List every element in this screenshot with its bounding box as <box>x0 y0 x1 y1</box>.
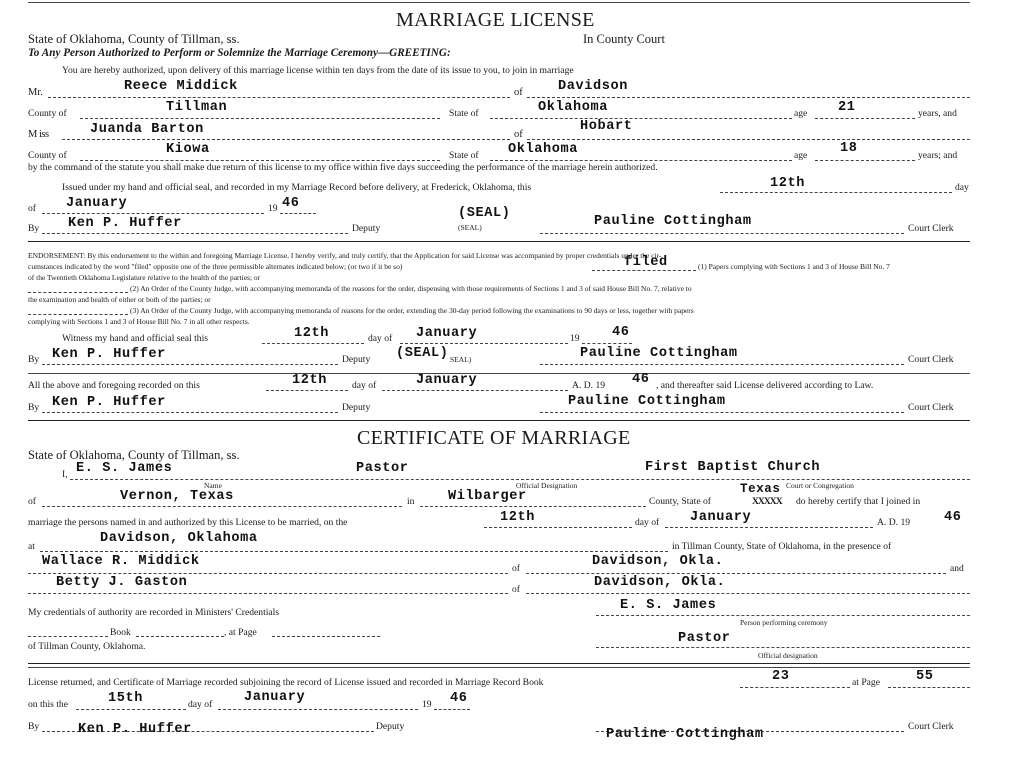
witness2-city-line <box>526 593 970 594</box>
credentials-text: My credentials of authority are recorded in Ministers' Credentials <box>28 607 280 618</box>
section-divider <box>28 373 970 374</box>
label-of: of <box>512 584 520 595</box>
endorsement-para-2: cumstances indicated by the word "filed" opposite one of the three permissible alternates indicated below; (or two if it be so) <box>28 262 403 271</box>
return-clerk-name: Pauline Cottingham <box>606 727 764 742</box>
returned-text: License returned, and Certificate of Marriage recorded subjoining the record of License issued and recorded in Marriage Record Book <box>28 677 544 688</box>
endorsement-alt-2: (2) An Order of the County Judge, with accompanying memoranda of the reasons for the order, dispensing with those requirements of Sections 1 and 3 of said House Bill No. 7, relative to <box>130 284 692 293</box>
label-19: 19 <box>422 699 432 710</box>
issued-year: 46 <box>282 196 300 211</box>
deputy-name: Ken P. Huffer <box>68 216 182 231</box>
sig-title-line <box>596 647 970 648</box>
endorsement-deputy-name: Ken P. Huffer <box>52 347 166 362</box>
label-years-and-2: years; and <box>918 150 958 161</box>
book-no: 23 <box>772 669 790 684</box>
license-title: MARRIAGE LICENSE <box>396 9 595 31</box>
married-place-line <box>40 551 668 552</box>
recorded-deputy-line <box>42 412 338 413</box>
return-day-line <box>76 709 186 710</box>
bride-name-line <box>62 139 510 140</box>
church-name: First Baptist Church <box>645 460 821 475</box>
page-line <box>272 636 380 637</box>
officiant-county: Wilbarger <box>448 489 527 504</box>
witness-month: January <box>416 326 478 341</box>
bride-county: Kiowa <box>166 142 210 157</box>
married-month-line <box>665 527 873 528</box>
witness2-name: Betty J. Gaston <box>56 575 188 590</box>
tillman-text: of Tillman County, Oklahoma. <box>28 641 146 652</box>
label-court-or-congregation: Court or Congregation <box>786 481 854 490</box>
return-year: 46 <box>450 691 468 706</box>
recorded-month-line <box>382 390 568 391</box>
return-month: January <box>244 690 306 705</box>
bride-city-line <box>527 139 970 140</box>
return-year-line <box>434 709 470 710</box>
section-divider <box>28 667 970 668</box>
label-by: By <box>28 354 40 365</box>
groom-age-line <box>815 118 915 119</box>
seal-printed: (SEAL) <box>458 223 482 232</box>
endorsement-alt-1: (1) Papers complying with Sections 1 and 3 of House Bill No. 7 <box>698 262 890 271</box>
label-day-of: day of <box>368 333 393 344</box>
married-year: 46 <box>944 510 962 525</box>
label-mr: Mr. <box>28 87 43 98</box>
label-name: Name <box>204 481 222 490</box>
endorsement-para-4: the examination and health of either or both of the parties; or <box>28 295 211 304</box>
bride-age: 18 <box>840 141 858 156</box>
groom-county: Tillman <box>166 100 228 115</box>
deputy-line <box>42 233 348 234</box>
label-19: 19 <box>268 203 278 214</box>
license-command-text: by the command of the statute you shall make due return of this license to my office within five days succeeding the performance of the marriage herein authorized. <box>28 162 658 173</box>
book-page-gap-line <box>136 636 224 637</box>
witness1-name: Wallace R. Middick <box>42 554 200 569</box>
officiant-line <box>70 479 970 480</box>
label-court-clerk: Court Clerk <box>908 721 954 732</box>
filed-line <box>592 270 696 271</box>
label-county-of: County of <box>28 150 67 161</box>
label-and: and <box>950 563 964 574</box>
page-no: 55 <box>916 669 934 684</box>
label-book: Book <box>110 627 131 638</box>
alt3-line <box>28 314 128 315</box>
label-in: in <box>407 496 415 507</box>
married-place: Davidson, Oklahoma <box>100 531 258 546</box>
book-line <box>28 636 108 637</box>
sig-name-line <box>596 615 970 616</box>
state-typed: Texas <box>740 482 781 496</box>
label-official-designation-2: Official designation <box>758 651 818 660</box>
license-state-line: State of Oklahoma, County of Tillman, ss. <box>28 32 240 46</box>
groom-name: Reece Middick <box>124 79 238 94</box>
endorsement-para-3: of the Twentieth Oklahoma Legislature relative to the health of the parties; or <box>28 273 261 282</box>
label-at: at <box>28 541 35 552</box>
label-court-clerk: Court Clerk <box>908 354 954 365</box>
label-state-of: State of <box>449 150 479 161</box>
label-at-page: at Page <box>852 677 880 688</box>
label-deputy: Deputy <box>342 354 371 365</box>
label-court-clerk: Court Clerk <box>908 223 954 234</box>
officiant-name: E. S. James <box>76 461 173 476</box>
recorded-clerk-line <box>540 412 904 413</box>
groom-city-line <box>527 97 970 98</box>
bride-state-line <box>490 160 792 161</box>
recorded-month: January <box>416 373 478 388</box>
clerk-name: Pauline Cottingham <box>594 214 752 229</box>
license-issued-text: Issued under my hand and official seal, and recorded in my Marriage Record before delivery, at Frederick, Oklahoma, this <box>62 182 532 193</box>
presence-text: in Tillman County, State of Oklahoma, in the presence of <box>672 541 892 552</box>
top-rule <box>28 2 970 3</box>
label-i: I, <box>62 469 68 480</box>
label-deputy: Deputy <box>376 721 405 732</box>
witness-year-line <box>582 343 632 344</box>
witness2-city: Davidson, Okla. <box>594 575 726 590</box>
issued-month: January <box>66 196 128 211</box>
bride-state: Oklahoma <box>508 142 579 157</box>
label-day-of: day of <box>188 699 213 710</box>
filed-word: filed <box>624 255 668 270</box>
endorsement-clerk-name: Pauline Cottingham <box>580 346 738 361</box>
recorded-year: 46 <box>632 372 650 387</box>
return-month-line <box>218 709 418 710</box>
issued-month-line <box>42 213 264 214</box>
endorsement-para-5: complying with Sections 1 and 3 of House Bill No. 7 in all other respects. <box>28 317 250 326</box>
officiant-city-line <box>42 506 402 507</box>
label-day-of: day of <box>352 380 377 391</box>
label-of: of <box>514 87 523 98</box>
recorded-day: 12th <box>292 373 328 388</box>
label-on-this-the: on this the <box>28 699 68 710</box>
label-age: age <box>794 150 808 161</box>
officiant-county-line <box>420 506 646 507</box>
label-day: day <box>955 182 969 193</box>
label-by: By <box>28 223 40 234</box>
endorsement-seal-typed: (SEAL) <box>396 346 449 361</box>
label-age: age <box>794 108 808 119</box>
bride-name: Juanda Barton <box>90 122 204 137</box>
label-19: 19 <box>570 333 580 344</box>
endorsement-seal-printed: SEAL) <box>450 355 472 364</box>
sig-title: Pastor <box>678 631 731 646</box>
label-at-page: , at Page <box>224 627 257 638</box>
label-by: By <box>28 721 40 732</box>
groom-city: Davidson <box>558 79 629 94</box>
certify-text: do hereby certify that I joined in <box>796 496 921 507</box>
label-court-clerk: Court Clerk <box>908 402 954 413</box>
recorded-clerk-name: Pauline Cottingham <box>568 394 726 409</box>
license-court: In County Court <box>583 32 665 46</box>
alt2-line <box>28 292 128 293</box>
bride-city: Hobart <box>580 119 633 134</box>
license-authorize-text: You are hereby authorized, upon delivery of this marriage license within ten days from the date of its issue to you, to join in marriage <box>62 65 574 76</box>
certificate-state-line: State of Oklahoma, County of Tillman, ss. <box>28 448 240 462</box>
label-of: of <box>512 563 520 574</box>
bride-county-line <box>80 160 440 161</box>
label-years-and: years, and <box>918 108 957 119</box>
groom-state: Oklahoma <box>538 100 609 115</box>
label-of: of <box>28 496 36 507</box>
label-state-of: State of <box>449 108 479 119</box>
seal-typed: (SEAL) <box>458 206 511 221</box>
label-official-designation: Official Designation <box>516 481 578 490</box>
groom-age: 21 <box>838 100 856 115</box>
endorsement-para-1: ENDORSEMENT: By this endorsement to the within and foregoing Marriage License, I hereby verify, and truly certify, that the Application for said License was accompanied by proper credentials under the cir- <box>28 251 662 260</box>
bride-age-line <box>815 160 915 161</box>
label-miss: M iss <box>28 129 49 140</box>
label-person-performing: Person performing ceremony <box>740 618 828 627</box>
section-divider <box>28 241 970 242</box>
witness-month-line <box>400 343 568 344</box>
groom-name-line <box>48 97 510 98</box>
issued-day-line <box>720 192 952 193</box>
married-day: 12th <box>500 510 536 525</box>
witness-day: 12th <box>294 326 330 341</box>
endorsement-deputy-line <box>42 364 338 365</box>
label-day-of: day of <box>635 517 660 528</box>
label-deputy: Deputy <box>342 402 371 413</box>
certificate-title: CERTIFICATE OF MARRIAGE <box>357 427 631 449</box>
label-ad-19: A. D. 19 <box>877 517 911 528</box>
married-day-line <box>484 527 632 528</box>
groom-state-line <box>490 118 792 119</box>
license-greeting: To Any Person Authorized to Perform or Solemnize the Marriage Ceremony—GREETING: <box>28 47 451 59</box>
endorsement-clerk-line <box>540 364 904 365</box>
clerk-line <box>540 233 904 234</box>
book-no-line <box>740 687 850 688</box>
section-divider <box>28 420 970 421</box>
label-ad-19: A. D. 19 <box>572 380 606 391</box>
witness1-city-line <box>526 573 946 574</box>
sig-name: E. S. James <box>620 598 717 613</box>
delivered-text: , and thereafter said License delivered according to Law. <box>656 380 874 391</box>
issued-day: 12th <box>770 176 806 191</box>
label-by: By <box>28 402 40 413</box>
label-of-2: of <box>28 203 36 214</box>
return-day: 15th <box>108 691 144 706</box>
return-deputy-name: Ken P. Huffer <box>78 722 192 737</box>
section-divider <box>28 663 970 664</box>
recorded-deputy-name: Ken P. Huffer <box>52 395 166 410</box>
recorded-day-line <box>266 390 348 391</box>
label-county-of: County of <box>28 108 67 119</box>
marriage-text: marriage the persons named in and authorized by this License to be married, on the <box>28 517 348 528</box>
recorded-text: All the above and foregoing recorded on this <box>28 380 200 391</box>
witness1-city: Davidson, Okla. <box>592 554 724 569</box>
officiant-title: Pastor <box>356 461 409 476</box>
witness2-line <box>28 593 508 594</box>
issued-year-line <box>280 213 316 214</box>
groom-county-line <box>80 118 440 119</box>
married-month: January <box>690 510 752 525</box>
endorsement-alt-3: (3) An Order of the County Judge, with accompanying memoranda of reasons for the order, extending the 30-day period following the examinations to 90 days or less, together with papers <box>130 306 694 315</box>
label-deputy: Deputy <box>352 223 381 234</box>
witness-day-line <box>262 343 364 344</box>
officiant-city: Vernon, Texas <box>120 489 234 504</box>
page-no-line <box>888 687 970 688</box>
label-of: of <box>514 129 523 140</box>
witness1-line <box>28 573 508 574</box>
label-county-state: County, State of <box>649 496 711 507</box>
state-struck-out: XXXXX <box>752 496 782 507</box>
endorsement-witness-text: Witness my hand and official seal this <box>62 333 208 344</box>
witness-year: 46 <box>612 325 630 340</box>
